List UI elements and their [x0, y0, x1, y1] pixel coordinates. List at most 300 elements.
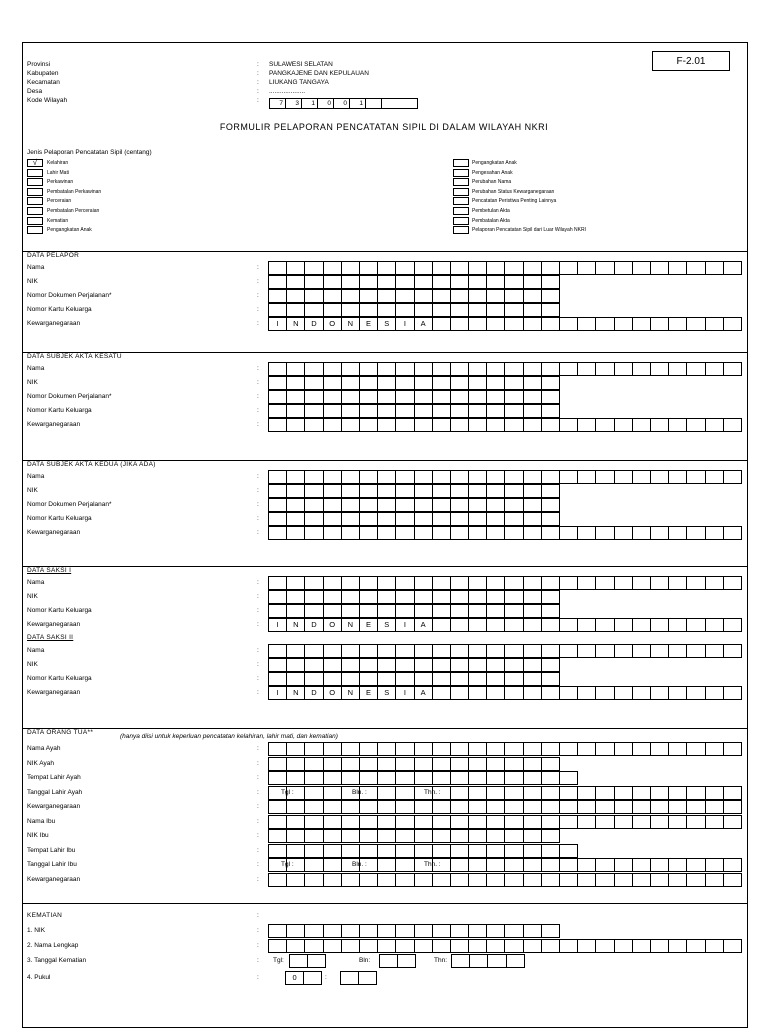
- input-box[interactable]: [269, 276, 287, 288]
- input-box[interactable]: [324, 405, 342, 417]
- input-box[interactable]: [615, 874, 633, 886]
- input-box[interactable]: [305, 874, 323, 886]
- input-box[interactable]: [378, 787, 396, 799]
- input-box[interactable]: [633, 816, 651, 828]
- input-box[interactable]: [287, 304, 305, 316]
- input-box[interactable]: [269, 816, 287, 828]
- input-box[interactable]: [669, 687, 687, 699]
- input-box[interactable]: [669, 859, 687, 871]
- input-box[interactable]: [396, 816, 414, 828]
- input-box[interactable]: [269, 485, 287, 497]
- input-box[interactable]: [505, 673, 523, 685]
- input-box[interactable]: [287, 527, 305, 539]
- input-box[interactable]: [378, 377, 396, 389]
- input-box[interactable]: [560, 262, 578, 274]
- input-boxes[interactable]: [268, 526, 742, 540]
- jenis-checkbox[interactable]: [27, 226, 43, 234]
- input-box[interactable]: [287, 419, 305, 431]
- input-box[interactable]: [269, 801, 287, 813]
- input-box[interactable]: [469, 318, 487, 330]
- input-box[interactable]: [560, 772, 578, 784]
- input-box[interactable]: [487, 527, 505, 539]
- input-box[interactable]: [615, 318, 633, 330]
- input-box[interactable]: [706, 874, 724, 886]
- input-box[interactable]: [451, 577, 469, 589]
- input-box[interactable]: [578, 816, 596, 828]
- input-box[interactable]: [396, 499, 414, 511]
- input-boxes[interactable]: [268, 418, 742, 432]
- input-boxes[interactable]: [289, 954, 326, 968]
- input-box[interactable]: [524, 527, 542, 539]
- input-box[interactable]: [596, 940, 614, 952]
- input-box[interactable]: [433, 318, 451, 330]
- input-box[interactable]: [669, 318, 687, 330]
- input-box[interactable]: [596, 471, 614, 483]
- input-box[interactable]: [524, 513, 542, 525]
- input-box[interactable]: [378, 659, 396, 671]
- input-box[interactable]: [524, 787, 542, 799]
- input-box[interactable]: [415, 673, 433, 685]
- input-box[interactable]: [524, 772, 542, 784]
- input-box[interactable]: [578, 687, 596, 699]
- input-box[interactable]: [269, 874, 287, 886]
- input-box[interactable]: [687, 859, 705, 871]
- input-box[interactable]: [324, 577, 342, 589]
- input-boxes[interactable]: [268, 498, 560, 512]
- input-box[interactable]: [469, 591, 487, 603]
- jenis-checkbox[interactable]: [453, 178, 469, 186]
- input-box[interactable]: [615, 859, 633, 871]
- input-box[interactable]: [360, 419, 378, 431]
- input-box[interactable]: [324, 419, 342, 431]
- input-box[interactable]: [651, 527, 669, 539]
- input-box[interactable]: [651, 471, 669, 483]
- input-box[interactable]: [633, 363, 651, 375]
- input-box[interactable]: [433, 687, 451, 699]
- input-box[interactable]: [724, 687, 742, 699]
- input-box[interactable]: [524, 659, 542, 671]
- input-box[interactable]: [633, 801, 651, 813]
- input-box[interactable]: [542, 363, 560, 375]
- input-box[interactable]: [396, 830, 414, 842]
- input-box[interactable]: [542, 659, 560, 671]
- input-box[interactable]: [524, 758, 542, 770]
- input-box[interactable]: [451, 659, 469, 671]
- input-box[interactable]: [287, 513, 305, 525]
- input-box[interactable]: [451, 859, 469, 871]
- input-box[interactable]: [542, 772, 560, 784]
- input-box[interactable]: [469, 276, 487, 288]
- input-box[interactable]: [287, 830, 305, 842]
- input-box[interactable]: [305, 262, 323, 274]
- input-box[interactable]: [451, 377, 469, 389]
- pukul-hour-digit[interactable]: 0: [286, 972, 304, 984]
- input-box[interactable]: E: [360, 318, 378, 330]
- input-box[interactable]: [378, 276, 396, 288]
- input-box[interactable]: [505, 262, 523, 274]
- input-box[interactable]: [542, 816, 560, 828]
- input-box[interactable]: [578, 874, 596, 886]
- input-box[interactable]: [505, 499, 523, 511]
- input-box[interactable]: [560, 687, 578, 699]
- input-box[interactable]: A: [415, 687, 433, 699]
- input-box[interactable]: [487, 577, 505, 589]
- input-box[interactable]: [451, 290, 469, 302]
- input-box[interactable]: [487, 874, 505, 886]
- input-box[interactable]: [324, 758, 342, 770]
- input-box[interactable]: [633, 419, 651, 431]
- input-box[interactable]: [542, 304, 560, 316]
- input-box[interactable]: [380, 955, 398, 967]
- input-box[interactable]: [469, 499, 487, 511]
- input-box[interactable]: [324, 659, 342, 671]
- input-box[interactable]: [505, 687, 523, 699]
- input-boxes[interactable]: [268, 303, 560, 317]
- input-box[interactable]: A: [415, 619, 433, 631]
- input-box[interactable]: [542, 940, 560, 952]
- input-box[interactable]: [560, 419, 578, 431]
- input-box[interactable]: [360, 673, 378, 685]
- input-box[interactable]: [305, 419, 323, 431]
- input-box[interactable]: [487, 605, 505, 617]
- input-box[interactable]: [469, 659, 487, 671]
- input-box[interactable]: [305, 485, 323, 497]
- input-boxes[interactable]: [268, 275, 560, 289]
- input-box[interactable]: [560, 859, 578, 871]
- input-box[interactable]: [524, 485, 542, 497]
- input-box[interactable]: [378, 290, 396, 302]
- input-box[interactable]: [396, 787, 414, 799]
- input-box[interactable]: [596, 577, 614, 589]
- input-box[interactable]: [505, 276, 523, 288]
- input-box[interactable]: [415, 874, 433, 886]
- input-box[interactable]: N: [287, 619, 305, 631]
- input-box[interactable]: [415, 577, 433, 589]
- input-boxes[interactable]: [268, 289, 560, 303]
- jenis-checkbox[interactable]: [453, 169, 469, 177]
- jenis-checkbox[interactable]: [27, 178, 43, 186]
- input-box[interactable]: [469, 859, 487, 871]
- input-box[interactable]: [560, 645, 578, 657]
- input-box[interactable]: [505, 304, 523, 316]
- jenis-checkbox[interactable]: [453, 217, 469, 225]
- input-box[interactable]: [360, 262, 378, 274]
- input-box[interactable]: [633, 687, 651, 699]
- kode-wilayah-digit[interactable]: 1: [302, 99, 318, 108]
- input-box[interactable]: [269, 645, 287, 657]
- input-box[interactable]: [451, 619, 469, 631]
- input-box[interactable]: [415, 940, 433, 952]
- input-box[interactable]: [505, 290, 523, 302]
- input-box[interactable]: [469, 772, 487, 784]
- input-box[interactable]: [415, 513, 433, 525]
- input-box[interactable]: [724, 262, 742, 274]
- input-box[interactable]: [596, 419, 614, 431]
- input-box[interactable]: [378, 419, 396, 431]
- input-box[interactable]: [290, 955, 308, 967]
- input-box[interactable]: [542, 605, 560, 617]
- input-box[interactable]: [633, 743, 651, 755]
- input-box[interactable]: [396, 925, 414, 937]
- input-box[interactable]: [287, 673, 305, 685]
- input-box[interactable]: [542, 801, 560, 813]
- input-box[interactable]: [360, 527, 378, 539]
- input-box[interactable]: [396, 485, 414, 497]
- jenis-checkbox[interactable]: [27, 207, 43, 215]
- input-box[interactable]: [396, 304, 414, 316]
- input-box[interactable]: [724, 801, 742, 813]
- input-box[interactable]: [415, 645, 433, 657]
- input-box[interactable]: [542, 925, 560, 937]
- input-box[interactable]: [542, 471, 560, 483]
- input-box[interactable]: [360, 290, 378, 302]
- input-box[interactable]: [287, 816, 305, 828]
- input-box[interactable]: [342, 645, 360, 657]
- input-box[interactable]: [469, 377, 487, 389]
- input-box[interactable]: [360, 816, 378, 828]
- input-box[interactable]: [378, 513, 396, 525]
- input-box[interactable]: [269, 363, 287, 375]
- input-box[interactable]: [505, 874, 523, 886]
- input-box[interactable]: [287, 772, 305, 784]
- input-box[interactable]: [398, 955, 416, 967]
- input-box[interactable]: [324, 363, 342, 375]
- input-box[interactable]: [706, 318, 724, 330]
- input-box[interactable]: [360, 485, 378, 497]
- input-box[interactable]: [524, 591, 542, 603]
- input-box[interactable]: [505, 830, 523, 842]
- input-box[interactable]: [396, 513, 414, 525]
- kode-wilayah-digit[interactable]: 0: [318, 99, 334, 108]
- input-box[interactable]: [724, 859, 742, 871]
- input-box[interactable]: [378, 499, 396, 511]
- input-box[interactable]: [360, 758, 378, 770]
- input-box[interactable]: [487, 816, 505, 828]
- input-box[interactable]: [324, 772, 342, 784]
- input-box[interactable]: [469, 485, 487, 497]
- input-box[interactable]: [287, 874, 305, 886]
- input-box[interactable]: [305, 513, 323, 525]
- input-box[interactable]: [433, 363, 451, 375]
- input-box[interactable]: [415, 485, 433, 497]
- input-box[interactable]: [269, 940, 287, 952]
- input-box[interactable]: [706, 363, 724, 375]
- input-box[interactable]: [378, 801, 396, 813]
- input-box[interactable]: [505, 801, 523, 813]
- input-box[interactable]: [360, 940, 378, 952]
- input-box[interactable]: [596, 801, 614, 813]
- input-box[interactable]: [560, 787, 578, 799]
- input-box[interactable]: [487, 940, 505, 952]
- input-box[interactable]: [451, 318, 469, 330]
- input-box[interactable]: [360, 801, 378, 813]
- input-box[interactable]: [396, 940, 414, 952]
- input-box[interactable]: [542, 419, 560, 431]
- input-box[interactable]: [578, 645, 596, 657]
- input-box[interactable]: [360, 845, 378, 857]
- jenis-checkbox[interactable]: [27, 197, 43, 205]
- input-box[interactable]: [433, 816, 451, 828]
- pukul-boxes[interactable]: [285, 971, 322, 985]
- input-box[interactable]: [415, 499, 433, 511]
- input-box[interactable]: [359, 972, 377, 984]
- input-box[interactable]: [360, 645, 378, 657]
- input-box[interactable]: [633, 859, 651, 871]
- input-box[interactable]: [269, 605, 287, 617]
- input-box[interactable]: [615, 687, 633, 699]
- input-box[interactable]: [542, 290, 560, 302]
- input-box[interactable]: [633, 527, 651, 539]
- input-box[interactable]: [396, 859, 414, 871]
- input-box[interactable]: I: [269, 687, 287, 699]
- input-box[interactable]: [633, 577, 651, 589]
- input-box[interactable]: [433, 801, 451, 813]
- input-box[interactable]: [433, 471, 451, 483]
- input-box[interactable]: [505, 363, 523, 375]
- input-box[interactable]: [596, 787, 614, 799]
- input-box[interactable]: [596, 816, 614, 828]
- input-box[interactable]: [524, 874, 542, 886]
- input-box[interactable]: [360, 363, 378, 375]
- input-box[interactable]: [342, 513, 360, 525]
- input-box[interactable]: [360, 276, 378, 288]
- input-box[interactable]: [724, 363, 742, 375]
- input-box[interactable]: [687, 471, 705, 483]
- input-box[interactable]: [305, 801, 323, 813]
- input-box[interactable]: [651, 577, 669, 589]
- input-box[interactable]: [560, 318, 578, 330]
- jenis-checkbox[interactable]: [453, 226, 469, 234]
- input-box[interactable]: [615, 619, 633, 631]
- input-box[interactable]: [524, 577, 542, 589]
- input-box[interactable]: [469, 391, 487, 403]
- input-box[interactable]: [469, 801, 487, 813]
- input-box[interactable]: [433, 391, 451, 403]
- input-box[interactable]: [669, 363, 687, 375]
- input-box[interactable]: [542, 758, 560, 770]
- input-box[interactable]: D: [305, 687, 323, 699]
- input-box[interactable]: [378, 874, 396, 886]
- input-box[interactable]: [433, 743, 451, 755]
- input-boxes[interactable]: [268, 742, 742, 756]
- input-boxes[interactable]: [268, 404, 560, 418]
- input-box[interactable]: [469, 304, 487, 316]
- input-box[interactable]: [287, 377, 305, 389]
- input-box[interactable]: [615, 787, 633, 799]
- input-box[interactable]: [560, 940, 578, 952]
- input-box[interactable]: [451, 687, 469, 699]
- input-box[interactable]: [269, 377, 287, 389]
- input-box[interactable]: [324, 513, 342, 525]
- input-box[interactable]: [342, 499, 360, 511]
- input-box[interactable]: [651, 816, 669, 828]
- input-box[interactable]: [269, 659, 287, 671]
- input-box[interactable]: [724, 527, 742, 539]
- input-box[interactable]: [469, 673, 487, 685]
- input-box[interactable]: [542, 619, 560, 631]
- input-box[interactable]: [578, 787, 596, 799]
- input-box[interactable]: [324, 830, 342, 842]
- input-box[interactable]: [451, 772, 469, 784]
- input-box[interactable]: [615, 577, 633, 589]
- input-box[interactable]: [415, 276, 433, 288]
- input-box[interactable]: [633, 318, 651, 330]
- input-box[interactable]: [451, 830, 469, 842]
- input-box[interactable]: [269, 591, 287, 603]
- input-box[interactable]: [669, 577, 687, 589]
- input-box[interactable]: [342, 801, 360, 813]
- input-box[interactable]: D: [305, 318, 323, 330]
- input-box[interactable]: N: [342, 687, 360, 699]
- input-box[interactable]: [469, 787, 487, 799]
- input-box[interactable]: [669, 743, 687, 755]
- input-box[interactable]: [378, 940, 396, 952]
- input-boxes[interactable]: [268, 771, 578, 785]
- input-box[interactable]: [451, 363, 469, 375]
- input-box[interactable]: [324, 743, 342, 755]
- input-box[interactable]: [724, 619, 742, 631]
- input-box[interactable]: [433, 290, 451, 302]
- input-box[interactable]: [305, 787, 323, 799]
- input-box[interactable]: [560, 874, 578, 886]
- input-box[interactable]: [724, 874, 742, 886]
- input-box[interactable]: [396, 405, 414, 417]
- input-box[interactable]: [687, 687, 705, 699]
- input-box[interactable]: [287, 845, 305, 857]
- input-box[interactable]: [505, 527, 523, 539]
- input-box[interactable]: [669, 787, 687, 799]
- input-box[interactable]: [542, 377, 560, 389]
- input-box[interactable]: [342, 925, 360, 937]
- input-box[interactable]: [415, 591, 433, 603]
- input-box[interactable]: [524, 377, 542, 389]
- input-box[interactable]: [687, 577, 705, 589]
- input-box[interactable]: [524, 276, 542, 288]
- input-box[interactable]: [578, 801, 596, 813]
- input-boxes[interactable]: [268, 924, 560, 938]
- input-box[interactable]: [360, 377, 378, 389]
- input-box[interactable]: [451, 419, 469, 431]
- input-box[interactable]: [505, 787, 523, 799]
- input-box[interactable]: [724, 318, 742, 330]
- input-box[interactable]: [724, 471, 742, 483]
- jenis-checkbox[interactable]: [27, 217, 43, 225]
- input-box[interactable]: [669, 645, 687, 657]
- input-box[interactable]: [469, 577, 487, 589]
- input-box[interactable]: [724, 787, 742, 799]
- input-boxes[interactable]: [451, 954, 525, 968]
- input-boxes[interactable]: [268, 590, 560, 604]
- input-box[interactable]: [706, 527, 724, 539]
- input-box[interactable]: [415, 363, 433, 375]
- input-box[interactable]: [342, 290, 360, 302]
- input-box[interactable]: [360, 605, 378, 617]
- input-box[interactable]: [524, 687, 542, 699]
- input-box[interactable]: [505, 513, 523, 525]
- input-box[interactable]: [324, 499, 342, 511]
- input-box[interactable]: [487, 304, 505, 316]
- input-box[interactable]: [487, 485, 505, 497]
- input-box[interactable]: [687, 816, 705, 828]
- input-boxes[interactable]: [268, 470, 742, 484]
- input-box[interactable]: [378, 262, 396, 274]
- input-box[interactable]: I: [269, 619, 287, 631]
- input-box[interactable]: [542, 591, 560, 603]
- input-box[interactable]: [487, 276, 505, 288]
- input-box[interactable]: [524, 925, 542, 937]
- input-box[interactable]: [360, 405, 378, 417]
- input-box[interactable]: [415, 925, 433, 937]
